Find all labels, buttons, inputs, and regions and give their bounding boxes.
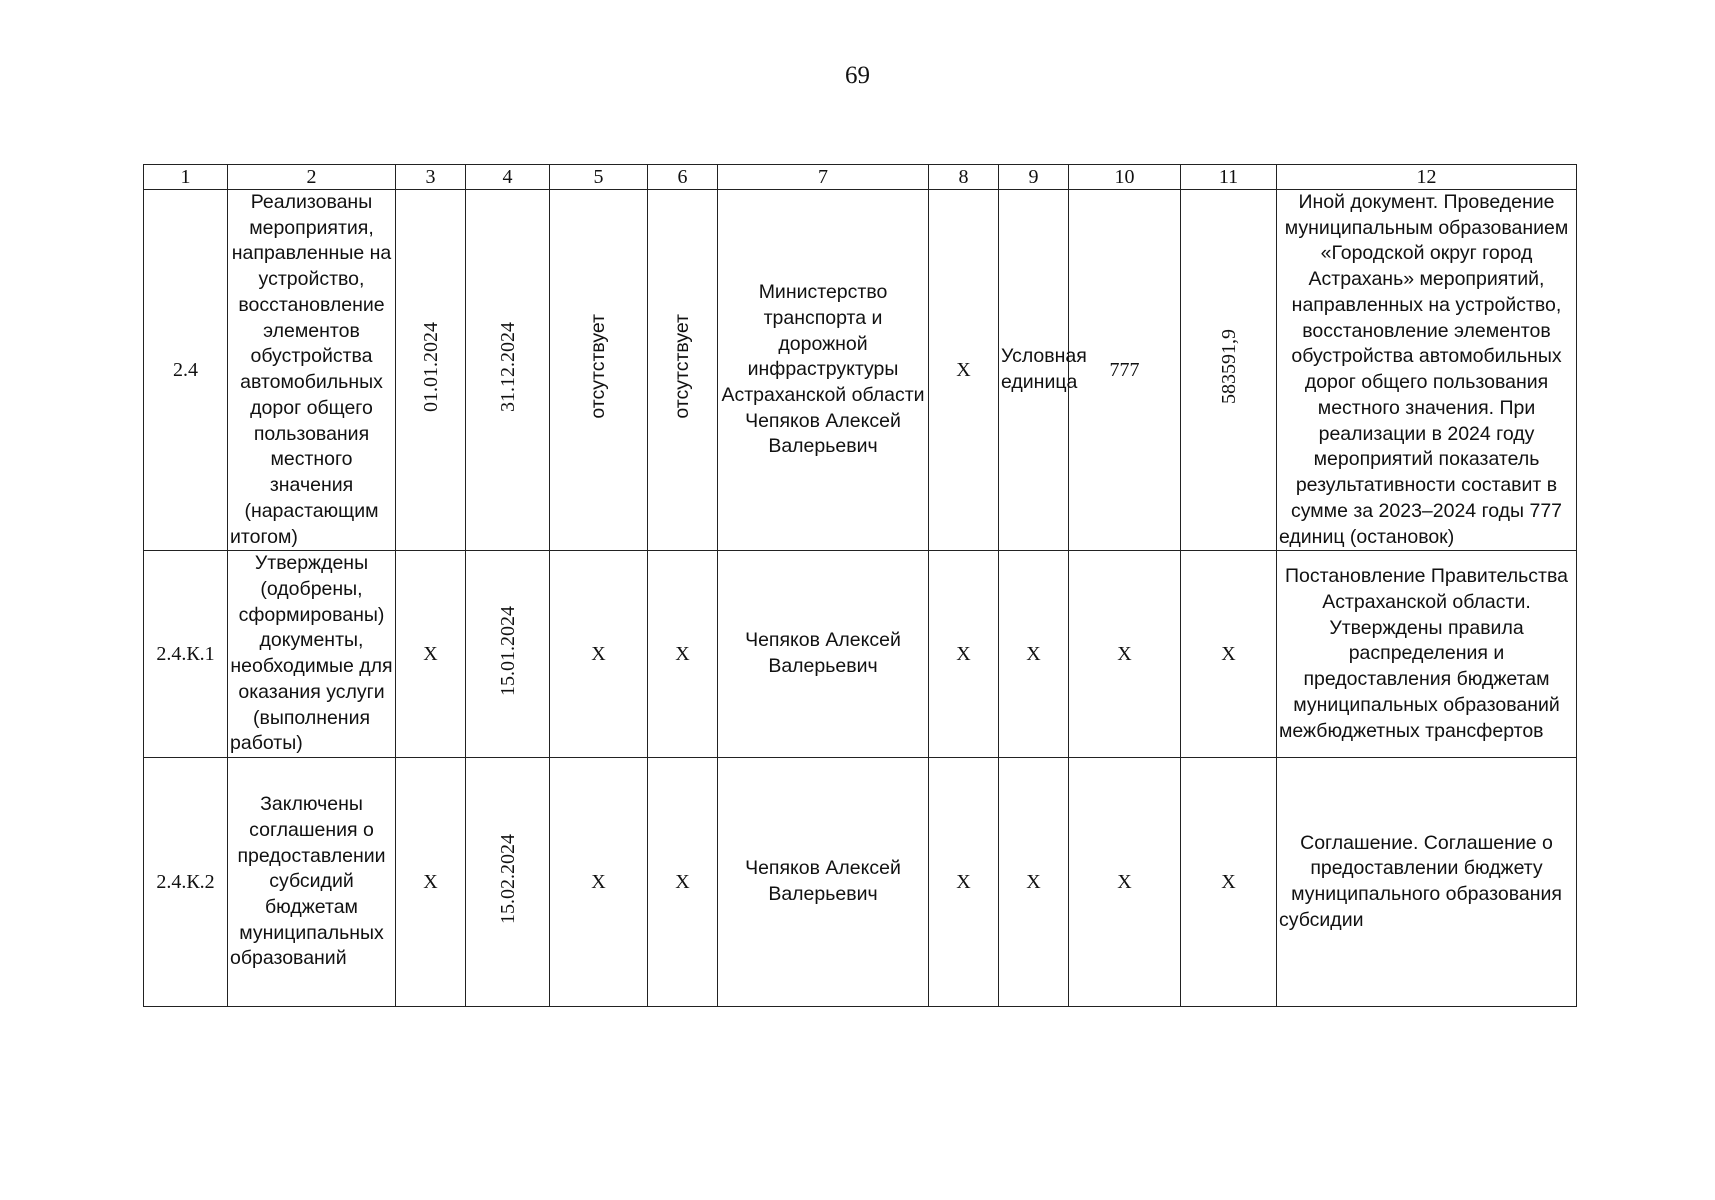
col8-value: X: [929, 190, 999, 551]
column-header: 7: [718, 165, 929, 190]
document-description: Иной документ. Проведение муниципальным образованием «Городской округ город Астрахань» мероприятий, направленных на устройство, восстановление элементов обустройства автомобильных дорог общего пользования местного значения. При реализации в 2024 году мероприятий показатель результативности составит в сумме за 2023–2024 годы 777 единиц (остановок): [1277, 190, 1577, 551]
col5-cell: [550, 190, 648, 551]
col5-value: X: [550, 758, 648, 1007]
table-row: [144, 758, 1577, 1007]
col10-value: X: [1069, 758, 1181, 1007]
col6-value: X: [648, 758, 718, 1007]
column-header: 11: [1181, 165, 1277, 190]
row-number: 2.4.К.2: [144, 758, 228, 1007]
end-date: 31.12.2024: [496, 321, 519, 412]
col3-value: X: [396, 758, 466, 1007]
row-number: 2.4.К.1: [144, 551, 228, 758]
column-header: 12: [1277, 165, 1577, 190]
end-date-cell: [466, 190, 550, 551]
col3-value: X: [396, 551, 466, 758]
column-header: 1: [144, 165, 228, 190]
responsible-cell: [718, 190, 929, 551]
column-header: 8: [929, 165, 999, 190]
result-description: Заключены соглашения о предоставлении субсидий бюджетам муниципальных образований: [228, 758, 396, 1007]
column-header: 6: [648, 165, 718, 190]
start-date: 01.01.2024: [419, 321, 442, 412]
unit-of-measure: Условная единица: [999, 190, 1069, 551]
end-date: 15.02.2024: [496, 833, 519, 924]
responsible-person: Чепяков Алексей Валерьевич: [745, 409, 901, 458]
column-number-row: [144, 165, 1577, 190]
col9-value: X: [999, 758, 1069, 1007]
absent-label: отсутствует: [670, 314, 693, 419]
table-row: [144, 551, 1577, 758]
responsible-org: Министерство транспорта и дорожной инфраструктуры Астраханской области: [721, 281, 925, 406]
end-date: 15.01.2024: [496, 605, 519, 696]
control-points-table: [143, 164, 1577, 1007]
col9-value: X: [999, 551, 1069, 758]
col11-value: X: [1181, 758, 1277, 1007]
result-description: Реализованы мероприятия, направленные на устройство, восстановление элементов обустройства автомобильных дорог общего пользования местного значения (нарастающим итогом): [228, 190, 396, 551]
column-header: 9: [999, 165, 1069, 190]
col6-value: X: [648, 551, 718, 758]
end-date-cell: [466, 551, 550, 758]
column-header: 4: [466, 165, 550, 190]
responsible-person: Чепяков Алексей Валерьевич: [718, 551, 929, 758]
absent-label: отсутствует: [586, 314, 609, 419]
column-header: 3: [396, 165, 466, 190]
column-header: 2: [228, 165, 396, 190]
column-header: 10: [1069, 165, 1181, 190]
amount-cell: [1181, 190, 1277, 551]
page-number: 69: [845, 62, 870, 89]
column-header: 5: [550, 165, 648, 190]
result-description: Утверждены (одобрены, сформированы) документы, необходимые для оказания услуги (выполнения работы): [228, 551, 396, 758]
end-date-cell: [466, 758, 550, 1007]
document-description: Соглашение. Соглашение о предоставлении бюджету муниципального образования субсидии: [1277, 758, 1577, 1007]
responsible-person: Чепяков Алексей Валерьевич: [718, 758, 929, 1007]
col11-value: X: [1181, 551, 1277, 758]
start-date-cell: [396, 190, 466, 551]
indicator-value: 777: [1069, 190, 1181, 551]
col6-cell: [648, 190, 718, 551]
amount: 583591,9: [1217, 329, 1240, 405]
row-number: 2.4: [144, 190, 228, 551]
col8-value: X: [929, 551, 999, 758]
document-description: Постановление Правительства Астраханской области. Утверждены правила распределения и предоставления бюджетам муниципальных образований межбюджетных трансфертов: [1277, 551, 1577, 758]
col8-value: X: [929, 758, 999, 1007]
table-row: [144, 190, 1577, 551]
col10-value: X: [1069, 551, 1181, 758]
col5-value: X: [550, 551, 648, 758]
